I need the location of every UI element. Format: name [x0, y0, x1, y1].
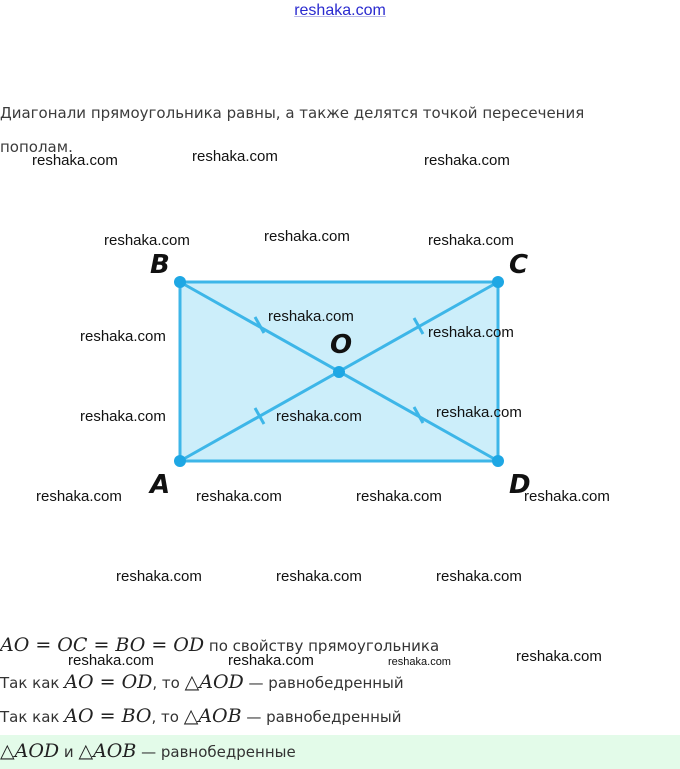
site-title[interactable]: reshaka.com — [294, 2, 386, 19]
watermark: reshaka.com — [276, 408, 362, 425]
watermark: reshaka.com — [516, 648, 602, 665]
watermark: reshaka.com — [424, 152, 510, 169]
watermark: reshaka.com — [436, 568, 522, 585]
proof-line-2-suffix: — равнобедренный — [243, 674, 404, 692]
equation-ao-bo: AO = BO — [64, 705, 152, 727]
triangle-icon: △ — [78, 740, 94, 762]
watermark: reshaka.com — [32, 152, 118, 169]
proof-line-2-prefix: Так как — [0, 674, 65, 692]
watermark: reshaka.com — [524, 488, 610, 505]
proof-line-2-mid: , то — [152, 674, 185, 692]
watermark: reshaka.com — [276, 568, 362, 585]
watermark: reshaka.com — [196, 488, 282, 505]
proof-line-3 — [0, 705, 680, 727]
triangle-aob: AOB — [93, 740, 137, 762]
label-c: C — [509, 250, 529, 280]
watermark: reshaka.com — [428, 232, 514, 249]
triangle-aob: AOB — [198, 705, 242, 727]
watermark: reshaka.com — [388, 656, 451, 668]
triangle-icon: △ — [183, 705, 199, 727]
label-o: O — [330, 330, 353, 360]
proof-line-3-suffix: — равнобедренный — [241, 708, 402, 726]
point-o — [333, 366, 345, 378]
triangle-aod: AOD — [199, 671, 244, 693]
label-b: B — [150, 250, 170, 280]
watermark: reshaka.com — [436, 404, 522, 421]
watermark: reshaka.com — [36, 488, 122, 505]
proof-line-3-prefix: Так как — [0, 708, 65, 726]
proof-line-2 — [0, 671, 680, 693]
watermark: reshaka.com — [264, 228, 350, 245]
equation-ao-od: AO = OD — [64, 671, 153, 693]
watermark: reshaka.com — [80, 328, 166, 345]
proof-line-4 — [0, 740, 680, 762]
proof-line-1-text: по свойству прямоугольника — [204, 637, 440, 655]
watermark: reshaka.com — [192, 148, 278, 165]
watermark: reshaka.com — [116, 568, 202, 585]
watermark: reshaka.com — [68, 652, 154, 669]
proof-line-3-mid: , то — [151, 708, 184, 726]
watermark: reshaka.com — [356, 488, 442, 505]
point-d — [492, 455, 504, 467]
triangle-icon: △ — [184, 671, 200, 693]
proof-line-4-suffix: — равнобедренные — [136, 743, 296, 761]
triangle-icon: △ — [0, 740, 15, 762]
triangle-aod: AOD — [14, 740, 60, 762]
point-b — [174, 276, 186, 288]
watermark: reshaka.com — [80, 408, 166, 425]
label-d: D — [509, 470, 531, 500]
equation-equal-segments: AO = OC = BO = OD — [0, 634, 205, 656]
point-c — [492, 276, 504, 288]
point-a — [174, 455, 186, 467]
watermark: reshaka.com — [428, 324, 514, 341]
proof-line-1 — [0, 634, 680, 656]
watermark: reshaka.com — [104, 232, 190, 249]
watermark: reshaka.com — [228, 652, 314, 669]
conjunction: и — [59, 743, 79, 761]
label-a: A — [150, 470, 171, 500]
watermark: reshaka.com — [268, 308, 354, 325]
intro-text: Диагонали прямоугольника равны, а также делятся точкой пересечения пополам. — [0, 104, 585, 156]
